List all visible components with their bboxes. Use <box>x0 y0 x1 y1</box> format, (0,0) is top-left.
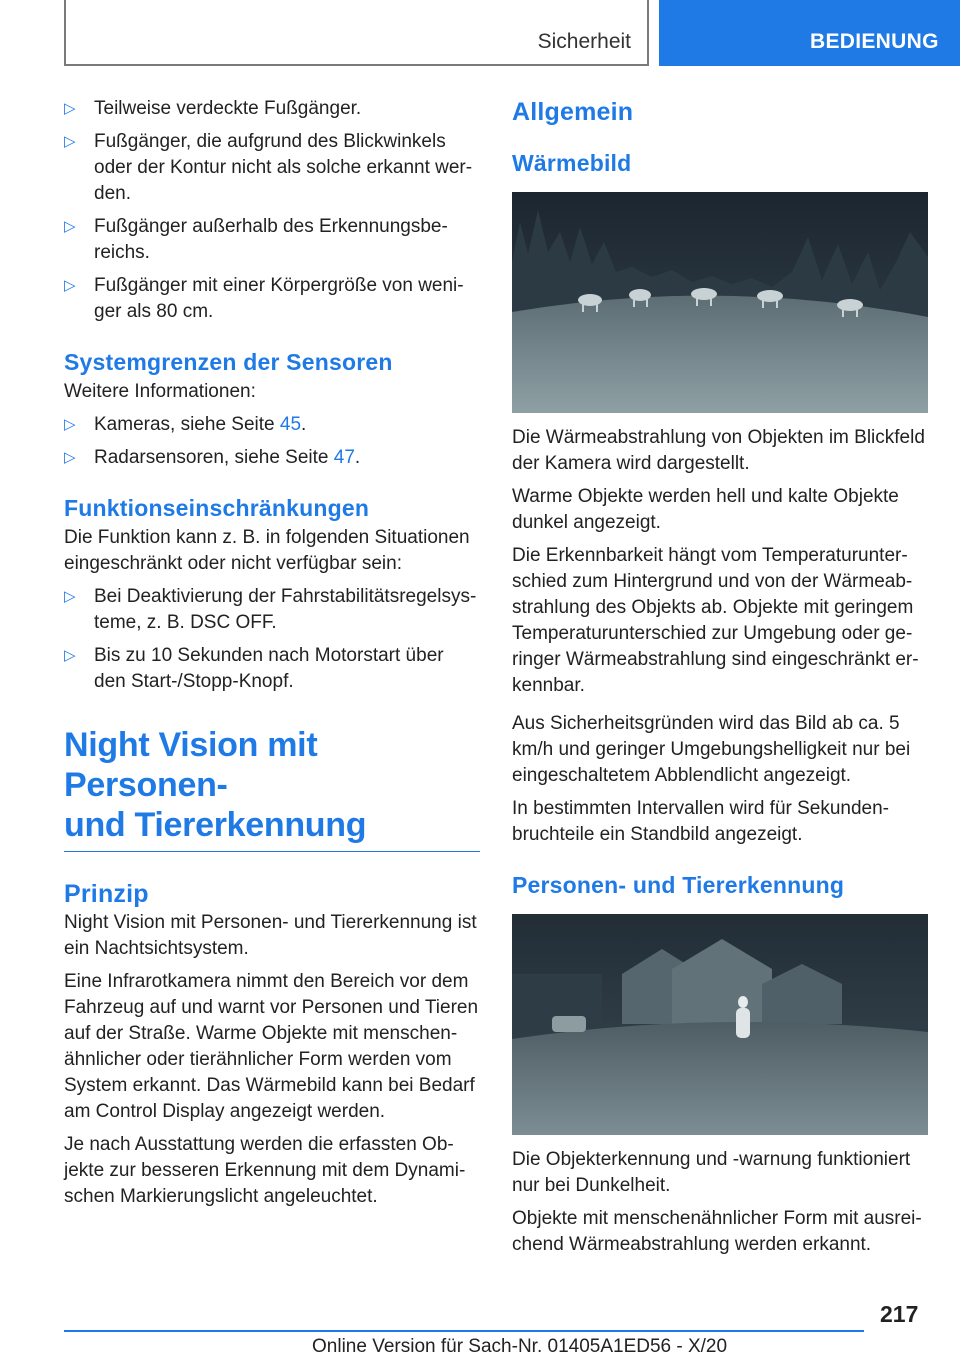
main-title-line1: Night Vision mit Personen- <box>64 726 318 804</box>
triangle-bullet-icon: ▷ <box>64 647 76 664</box>
waerme-paragraph: Die Erkennbarkeit hängt vom Temperaturunter‐schied zum Hintergrund und von der Wärmeab‐strahlung des Objekts ab. Objekte mit geringem Temperaturunterschied zur Umgebung oder ge‐ringer Wärmeabstrahlung sind eingeschränkt er‐kennbar. <box>512 545 919 696</box>
triangle-bullet-icon: ▷ <box>64 100 76 117</box>
header-chapter-tab[interactable] <box>659 0 960 66</box>
heading-sensor-limits: Systemgrenzen der Sensoren <box>64 349 393 375</box>
left-column <box>64 96 480 1217</box>
pedestrian-limits-list <box>64 96 480 325</box>
list-item: ▷ Kameras, siehe Seite 45. <box>64 412 480 438</box>
waerme-paragraph: Warme Objekte werden hell und kalte Objekte dunkel angezeigt. <box>512 486 899 533</box>
heading-waermebild: Wärmebild <box>512 150 632 176</box>
triangle-bullet-icon: ▷ <box>64 588 76 605</box>
sensor-intro: Weitere Informationen: <box>64 381 256 402</box>
list-item: ▷ Fußgänger mit einer Körpergröße von weni‐ger als 80 cm. <box>64 275 464 322</box>
list-item: ▷ Bis zu 10 Sekunden nach Motorstart über den Start-/Stopp-Knopf. <box>64 645 444 692</box>
list-item: ▷ Fußgänger außerhalb des Erkennungsbe‐reichs. <box>64 216 448 263</box>
triangle-bullet-icon: ▷ <box>64 133 76 150</box>
waerme-paragraph: Die Wärmeabstrahlung von Objekten im Blickfeld der Kamera wird dargestellt. <box>512 427 925 474</box>
main-title <box>64 725 480 845</box>
function-list <box>64 584 480 695</box>
triangle-bullet-icon: ▷ <box>64 416 76 433</box>
list-item: ▷ Bei Deaktivierung der Fahrstabilitätsregelsys‐teme, z. B. DSC OFF. <box>64 586 477 633</box>
page-link-45[interactable]: 45 <box>279 414 302 435</box>
right-column <box>512 96 928 1265</box>
prinzip-paragraph: Je nach Ausstattung werden die erfassten Ob‐jekte zur besseren Erkennung mit dem Dynami‐schen Markierungslicht angeleuchtet. <box>64 1134 466 1207</box>
prinzip-paragraph: Eine Infrarotkamera nimmt den Bereich vor dem Fahrzeug auf und warnt vor Personen und Tieren auf der Straße. Warme Objekte mit menschen‐ähnlicher oder tierähnlicher Form werden vom System erkannt. Das Wärmebild kann bei Bedarf am Control Display angezeigt werden. <box>64 971 479 1122</box>
heading-function-limits: Funktionseinschränkungen <box>64 495 370 521</box>
heading-personen: Personen- und Tiererkennung <box>512 872 845 898</box>
personen-paragraph: Die Objekterkennung und -warnung funktioniert nur bei Dunkelheit. <box>512 1149 911 1196</box>
title-rule <box>64 851 480 852</box>
list-item: ▷ Radarsensoren, siehe Seite 47. <box>64 445 480 471</box>
page-number: 217 <box>880 1301 919 1327</box>
sensor-list <box>64 412 480 471</box>
page-link-47[interactable]: 47 <box>333 447 355 468</box>
header-section-label: Sicherheit <box>537 30 631 53</box>
thermal-image-pedestrian <box>512 914 928 1135</box>
thermal-image-animals <box>512 192 928 413</box>
footer-text: Online Version für Sach-Nr. 01405A1ED56 - X/20 <box>312 1336 728 1357</box>
heading-allgemein: Allgemein <box>512 98 634 126</box>
waerme-paragraph: In bestimmten Intervallen wird für Sekunden‐bruchteile ein Standbild angezeigt. <box>512 798 890 845</box>
main-title-line2: und Tiererkennung <box>64 806 367 844</box>
waerme-paragraph: Aus Sicherheitsgründen wird das Bild ab ca. 5 km/h und geringer Umgebungshelligkeit nur bei eingeschaltetem Abblendlicht angezeigt. <box>512 713 911 786</box>
list-item: ▷ Fußgänger, die aufgrund des Blickwinkels oder der Kontur nicht als solche erkannt wer‐den. <box>64 131 473 204</box>
personen-paragraph: Objekte mit menschenähnlicher Form mit ausrei‐chend Wärmeabstrahlung werden erkannt. <box>512 1208 922 1255</box>
triangle-bullet-icon: ▷ <box>64 277 76 294</box>
header-chapter-label: BEDIENUNG <box>810 30 939 53</box>
footer-rule <box>64 1330 864 1332</box>
prinzip-paragraph: Night Vision mit Personen- und Tiererkennung ist ein Nachtsichtsystem. <box>64 912 477 959</box>
list-item: ▷ Teilweise verdeckte Fußgänger. <box>64 96 480 122</box>
heading-prinzip: Prinzip <box>64 880 149 908</box>
triangle-bullet-icon: ▷ <box>64 449 76 466</box>
function-intro: Die Funktion kann z. B. in folgenden Situationen eingeschränkt oder nicht verfügbar sein: <box>64 527 470 574</box>
triangle-bullet-icon: ▷ <box>64 218 76 235</box>
header-section-box <box>64 0 649 66</box>
